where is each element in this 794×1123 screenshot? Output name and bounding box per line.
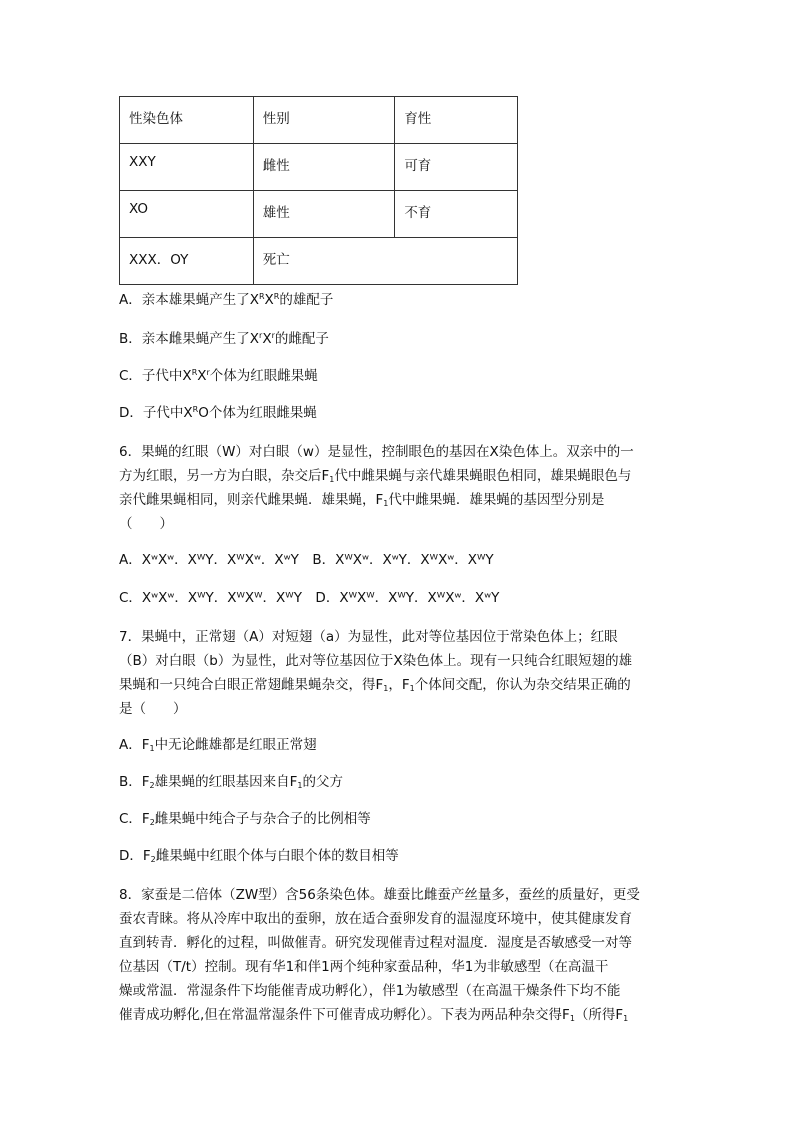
sex-chromosome-table [119, 96, 518, 285]
text: 的雄配子 [279, 292, 334, 308]
sup: r [259, 331, 263, 340]
table-header-cell: 性染色体 [120, 97, 254, 144]
q8-line-3: 直到转青．孵化的过程，叫做催青。研究发现催青过程对温度．湿度是否敏感受一对等 [119, 935, 632, 951]
text: 个体为红眼雌果蝇 [209, 368, 318, 384]
q7-option-d [119, 846, 399, 866]
text: A．F [119, 737, 150, 753]
text: ，F [388, 677, 410, 693]
q7-option-c [119, 809, 371, 829]
text: A．亲本雄果蝇产生了X [119, 292, 259, 308]
text: 的雌配子 [274, 331, 329, 347]
table-header-cell: 性别 [253, 97, 395, 144]
q7-stem-line-2: （B）对白眼（b）为显性，此对等位基因位于X染色体上。现有一只纯合红眼短翅的雄 [119, 653, 633, 669]
text: 代中雌果蝇与亲代雄果蝇眼色相同，雄果蝇眼色与 [334, 468, 632, 484]
sub: 2 [149, 818, 155, 827]
text: 亲代雌果蝇相同，则亲代雌果蝇．雄果蝇，F [119, 492, 384, 508]
text: D．子代中X [119, 405, 193, 421]
text: 果蝇和一只纯合白眼正常翅雌果蝇杂交，得F [119, 677, 384, 693]
sup: r [271, 331, 275, 340]
q6-stem-line-3 [119, 490, 604, 510]
table-row [120, 238, 518, 285]
sub: 1 [409, 684, 415, 693]
q7-stem-line-4: 是（ ） [119, 701, 187, 717]
text: 方为红眼，另一方为白眼，杂交后F [119, 468, 330, 484]
text: 雄果蝇的红眼基因来自F [154, 774, 298, 790]
q8-line-1: 8．家蚕是二倍体（ZW型）含56条染色体。雄蚕比雌蚕产丝量多，蚕丝的质量好，更受 [119, 887, 640, 903]
sub: 1 [623, 1014, 629, 1023]
text: 代中雌果蝇．雄果蝇的基因型分别是 [388, 492, 605, 508]
sub: 2 [150, 855, 156, 864]
text: C．子代中X [119, 368, 192, 384]
text: B．亲本雌果蝇产生了X [119, 331, 260, 347]
sub: 1 [297, 781, 303, 790]
sub: 1 [569, 1014, 575, 1023]
table-row [120, 191, 518, 238]
sup: R [192, 405, 199, 414]
table-cell: 可育 [395, 144, 518, 191]
text: C．F [119, 811, 150, 827]
text: B．F [119, 774, 150, 790]
text: 个体间交配，你认为杂交结果正确的 [414, 677, 631, 693]
table-cell: XXX．OY [120, 238, 254, 285]
q7-stem-line-3 [119, 675, 631, 695]
sup: R [273, 292, 280, 301]
table-cell: 不育 [395, 191, 518, 238]
q7-option-b [119, 772, 343, 792]
table-header-row [120, 97, 518, 144]
text: 的父方 [302, 774, 343, 790]
q5-option-b [119, 329, 329, 349]
text: 雌果蝇中红眼个体与白眼个体的数目相等 [155, 848, 399, 864]
sup: R [191, 368, 198, 377]
table-row [120, 144, 518, 191]
sub: 1 [383, 499, 389, 508]
sub: 1 [149, 744, 155, 753]
q7-option-a [119, 735, 317, 755]
sup: r [206, 368, 210, 377]
table-cell: 死亡 [253, 238, 517, 285]
table-cell: 雌性 [253, 144, 395, 191]
table-cell: XXY [120, 144, 254, 191]
table-cell: 雄性 [253, 191, 395, 238]
q5-option-d [119, 403, 317, 423]
sub: 1 [383, 684, 389, 693]
text: 催青成功孵化,但在常温常湿条件下可催青成功孵化）。下表为两品种杂交得F [119, 1007, 570, 1023]
q5-option-c [119, 366, 318, 386]
q5-option-a [119, 290, 333, 310]
q6-stem-line-2 [119, 466, 631, 486]
table-cell: XO [120, 191, 254, 238]
text: 雌果蝇中纯合子与杂合子的比例相等 [154, 811, 371, 827]
sub: 1 [329, 475, 335, 484]
table-header-cell: 育性 [395, 97, 518, 144]
text: O个体为红眼雌果蝇 [198, 405, 317, 421]
q8-line-2: 蚕农青睐。将从冷库中取出的蚕卵，放在适合蚕卵发育的温湿度环境中，使其健康发育 [119, 911, 632, 927]
text: 中无论雌雄都是红眼正常翅 [154, 737, 317, 753]
text: X [264, 292, 274, 308]
q8-line-5: 燥或常温．常湿条件下均能催青成功孵化），伴1为敏感型（在高温干燥条件下均不能 [119, 983, 621, 999]
q6-options-ab: A．XʷXʷ．XᵂY．XᵂXʷ．XʷY B．XᵂXʷ．XʷY．XᵂXʷ．XᵂY [119, 552, 494, 568]
q8-line-4: 位基因（T/t）控制。现有华1和伴1两个纯种家蚕品种，华1为非敏感型（在高温干 [119, 959, 609, 975]
sup: R [258, 292, 265, 301]
q6-options-cd: C．XʷXʷ．XᵂY．XᵂXᵂ．XᵂY D．XᵂXᵂ．XᵂY．XᵂXʷ．XʷY [119, 590, 500, 606]
q7-stem-line-1: 7．果蝇中，正常翅（A）对短翅（a）为显性，此对等位基因位于常染色体上；红眼 [119, 629, 618, 645]
q6-stem-line-1: 6．果蝇的红眼（W）对白眼（w）是显性，控制眼色的基因在X染色体上。双亲中的一 [119, 444, 634, 460]
text: D．F [119, 848, 151, 864]
q6-stem-line-4: （ ） [119, 516, 173, 532]
text: （所得F [574, 1007, 624, 1023]
text: X [197, 368, 207, 384]
text: X [262, 331, 272, 347]
sub: 2 [149, 781, 155, 790]
q8-line-6 [119, 1005, 628, 1025]
